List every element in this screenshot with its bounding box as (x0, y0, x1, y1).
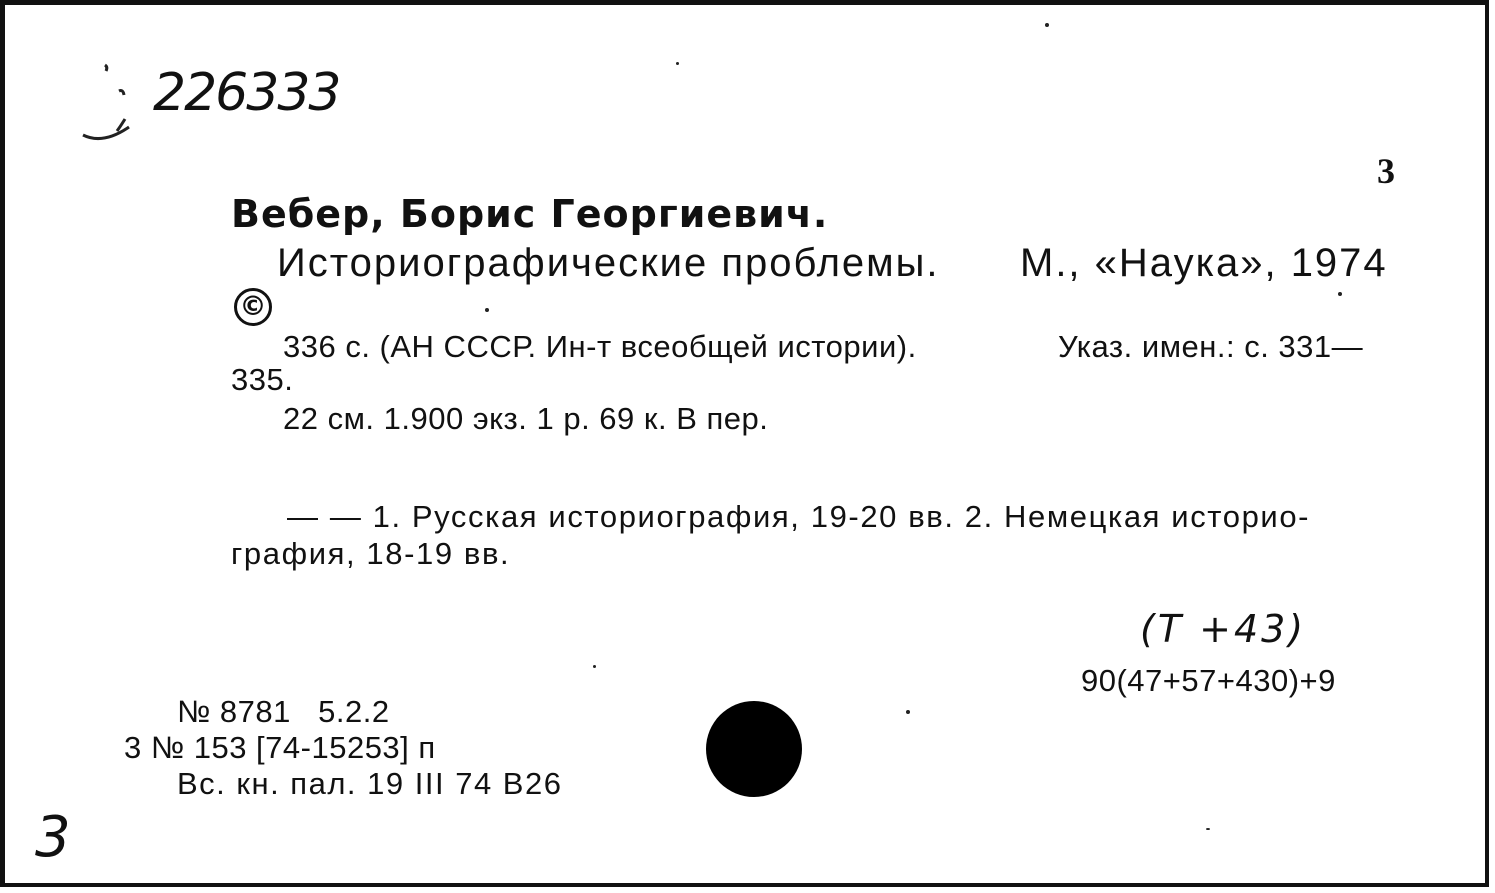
publisher-imprint: М., «Наука», 1974 (1020, 241, 1388, 285)
physical-description: 336 с. (АН СССР. Ин-т всеобщей истории). (283, 329, 917, 364)
handwritten-classification: (Т +43) (1140, 607, 1307, 651)
scan-speck (676, 62, 679, 65)
scan-speck (1206, 828, 1210, 830)
scan-speck (1338, 292, 1342, 296)
classification-index: 90(47+57+430)+9 (1081, 663, 1336, 698)
handwritten-inventory-number: 226333 (153, 63, 340, 123)
index-note: Указ. имен.: с. 331— (1058, 329, 1364, 364)
subject-headings-continuation: графия, 18-19 вв. (231, 536, 511, 571)
subject-headings: — — 1. Русская историография, 19-20 вв. 2. Немецкая историо- (287, 499, 1311, 534)
book-chamber-record: Вс. кн. пал. 19 III 74 В26 (177, 766, 563, 801)
registration-number: 3 № 153 [74-15253] п (124, 730, 436, 765)
scan-speck (593, 665, 596, 668)
scan-speck (1045, 23, 1049, 27)
handwritten-corner-mark: 3 (35, 805, 71, 870)
book-title: Историографические проблемы. (277, 241, 940, 285)
punch-hole (706, 701, 802, 797)
author-heading: Вебер, Борис Георгиевич. (231, 192, 829, 236)
scan-speck (485, 308, 489, 312)
format-price-line: 22 см. 1.900 экз. 1 р. 69 к. В пер. (283, 401, 769, 436)
section-mark: 3 (1377, 151, 1395, 191)
scan-speck (906, 710, 910, 714)
record-number: № 8781 5.2.2 (177, 694, 390, 729)
index-note-continuation: 335. (231, 362, 294, 397)
copyright-symbol: © (234, 288, 272, 326)
handwritten-scribble-icon (77, 57, 147, 152)
